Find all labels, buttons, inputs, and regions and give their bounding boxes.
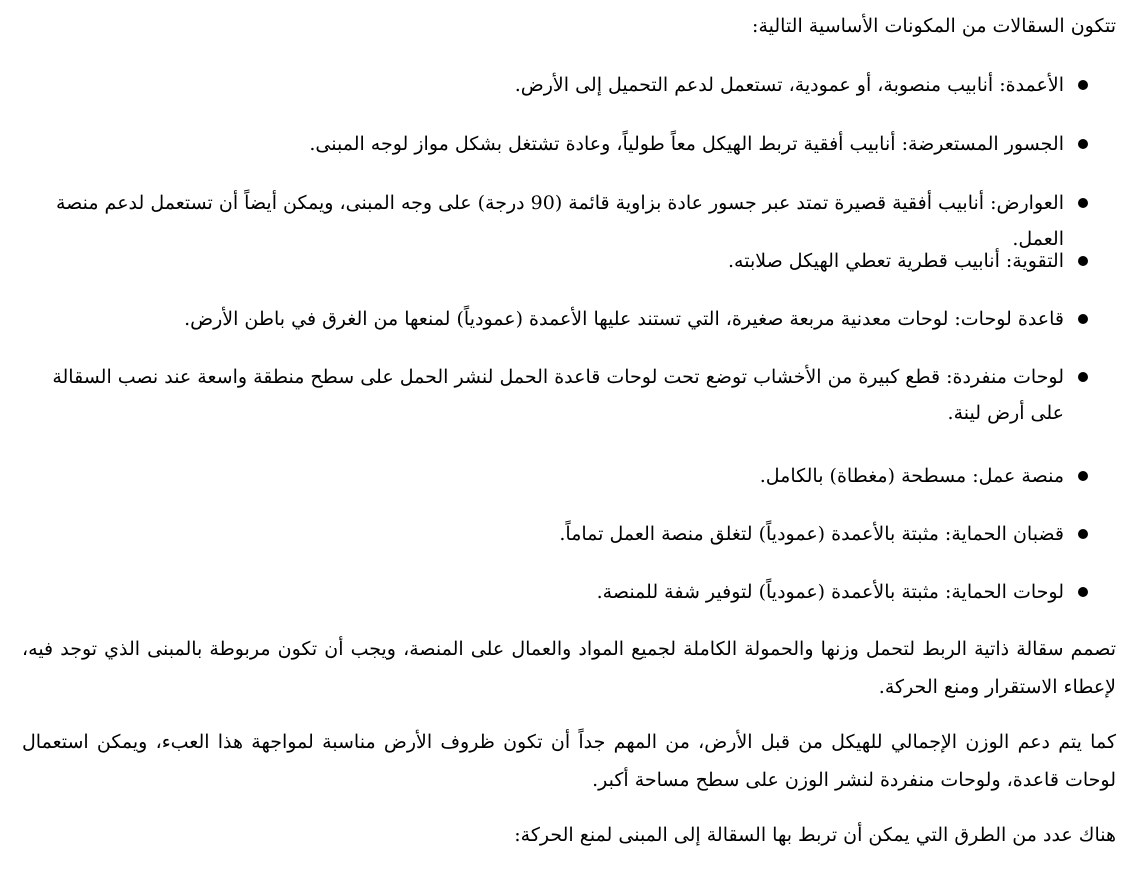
list-item bbox=[22, 574, 1116, 610]
list-item bbox=[22, 516, 1116, 552]
bullet-icon bbox=[1078, 80, 1088, 90]
list-item-text: قضبان الحماية: مثبتة بالأعمدة (عمودياً) لتغلق منصة العمل تماماً. bbox=[559, 523, 1064, 545]
list-item-text: قاعدة لوحات: لوحات معدنية مربعة صغيرة، التي تستند عليها الأعمدة (عمودياً) لمنعها من الغرق في باطن الأرض. bbox=[184, 308, 1064, 330]
paragraph: كما يتم دعم الوزن الإجمالي للهيكل من قبل الأرض، من المهم جداً أن تكون ظروف الأرض مناسبة لمواجهة هذا العبء، ويمكن استعمال لوحات قاعدة، ولوحات منفردة لنشر الوزن على سطح مساحة أكبر. bbox=[22, 731, 1116, 791]
intro-text: تتكون السقالات من المكونات الأساسية التالية: bbox=[752, 15, 1116, 37]
list-item bbox=[22, 359, 1116, 431]
bullet-icon bbox=[1078, 372, 1088, 382]
paragraph: تصمم سقالة ذاتية الربط لتحمل وزنها والحمولة الكاملة لجميع المواد والعمال على المنصة، ويجب أن تكون مربوطة بالمبنى الذي توجد فيه، لإعطاء الاستقرار ومنع الحركة. bbox=[22, 638, 1116, 698]
bullet-icon bbox=[1078, 198, 1088, 208]
bullet-icon bbox=[1078, 587, 1088, 597]
bullet-icon bbox=[1078, 139, 1088, 149]
list-item-text: الجسور المستعرضة: أنابيب أفقية تربط الهيكل معاً طولياً، وعادة تشتغل بشكل مواز لوجه المبنى. bbox=[309, 133, 1064, 155]
list-item-text: منصة عمل: مسطحة (مغطاة) بالكامل. bbox=[759, 465, 1064, 487]
bullet-icon bbox=[1078, 471, 1088, 481]
list-item-text: العوارض: أنابيب أفقية قصيرة تمتد عبر جسور عادة بزاوية قائمة (90 درجة) على وجه المبنى، ويمكن أيضاً أن تستعمل لدعم منصة العمل. bbox=[55, 192, 1064, 250]
list-item-text: لوحات منفردة: قطع كبيرة من الأخشاب توضع تحت لوحات قاعدة الحمل لنشر الحمل على سطح منطقة واسعة عند نصب السقالة على أرض لينة. bbox=[52, 366, 1064, 424]
list-item bbox=[22, 243, 1116, 279]
bullet-icon bbox=[1078, 314, 1088, 324]
paragraph: هناك عدد من الطرق التي يمكن أن تربط بها السقالة إلى المبنى لمنع الحركة: bbox=[514, 824, 1116, 846]
list-item-text: لوحات الحماية: مثبتة بالأعمدة (عمودياً) لتوفير شفة للمنصة. bbox=[596, 581, 1064, 603]
list-item bbox=[22, 126, 1116, 162]
list-item-text: الأعمدة: أنابيب منصوبة، أو عمودية، تستعمل لدعم التحميل إلى الأرض. bbox=[514, 74, 1064, 96]
list-item-text: التقوية: أنابيب قطرية تعطي الهيكل صلابته. bbox=[728, 250, 1064, 272]
list-item bbox=[22, 67, 1116, 103]
list-item bbox=[22, 301, 1116, 337]
list-item bbox=[22, 458, 1116, 494]
bullet-icon bbox=[1078, 256, 1088, 266]
bullet-icon bbox=[1078, 529, 1088, 539]
